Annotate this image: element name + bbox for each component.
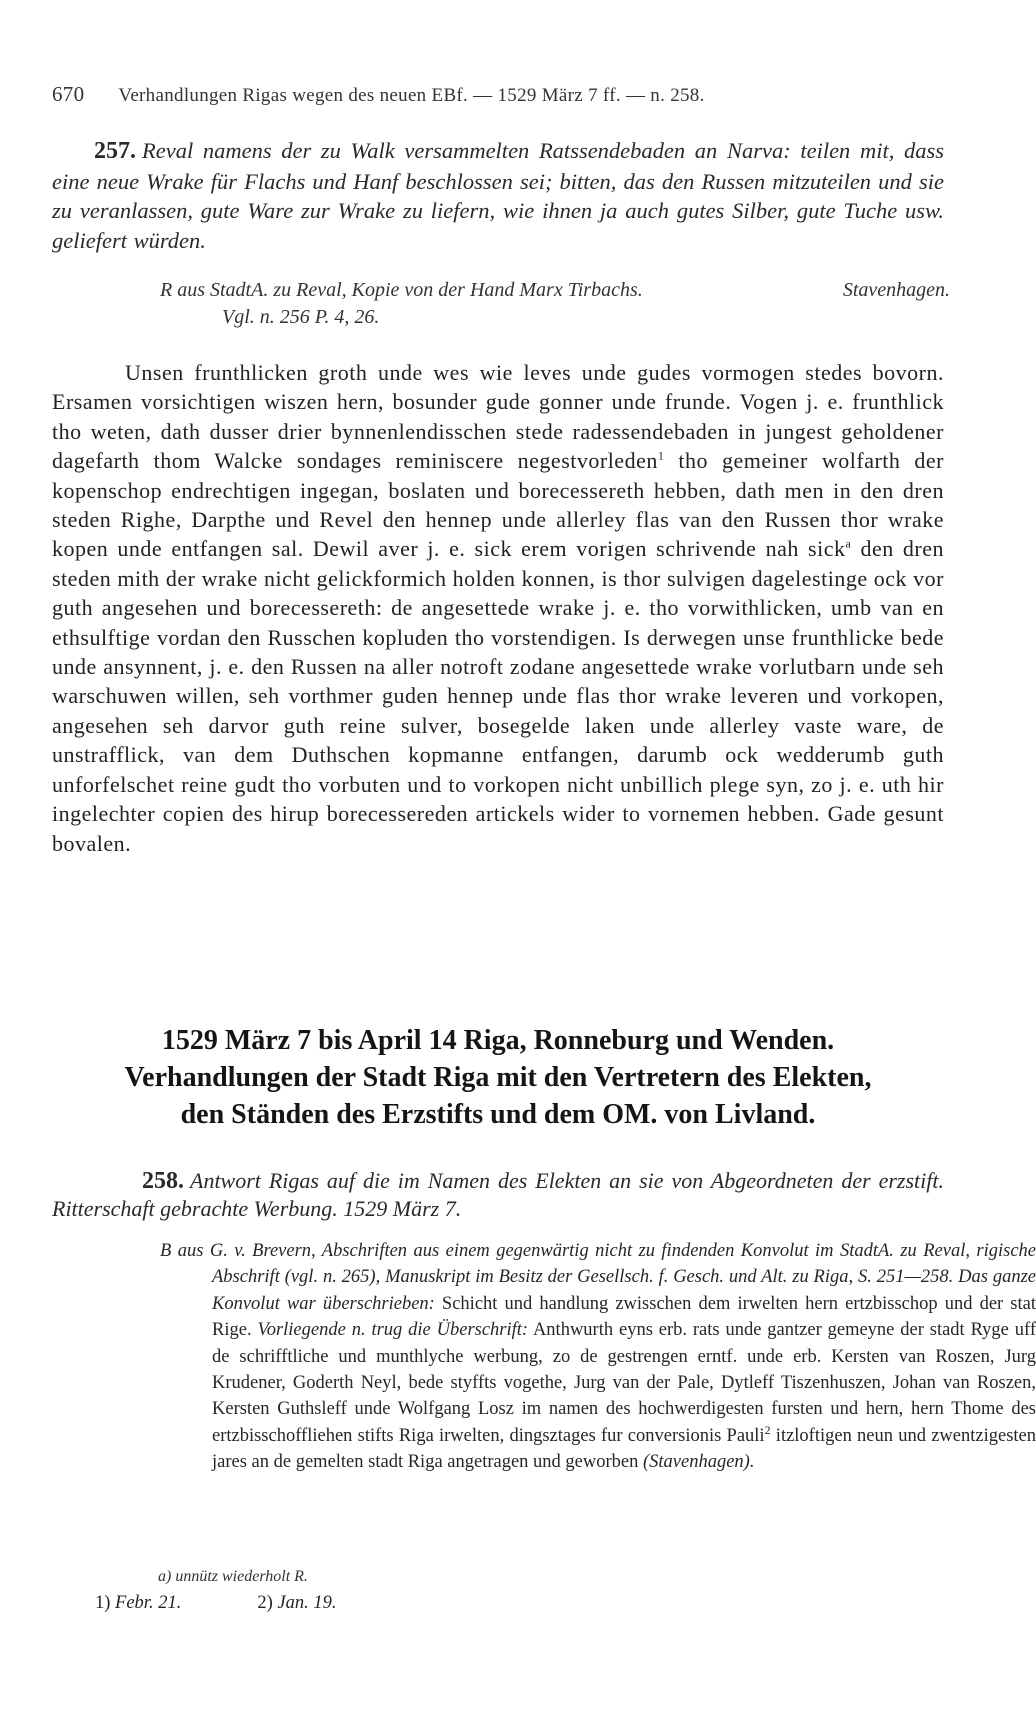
entry-summary: Reval namens der zu Walk versammelten Ratssendebaden an Narva: teilen mit, dass eine neue Wrake für Flachs und Hanf beschlossen sei; bitten, das den Russen mitzuteilen und sie zu veranlassen, gute Ware zur Wrake zu liefern, wie ihnen ja auch gutes Silber, gute Tuche usw. geliefert würden.: [52, 138, 944, 253]
footnote-a: a) unnütz wiederholt R.: [158, 1568, 308, 1585]
entry-number: 257.: [94, 138, 136, 164]
footnote-marker: 1: [657, 448, 665, 463]
running-title: Verhandlungen Rigas wegen des neuen EBf. — 1529 März 7 ff. — n. 258.: [118, 85, 705, 106]
footnote-text: Febr. 21.: [115, 1593, 182, 1613]
footnotes: [95, 1593, 336, 1614]
entry-258-source: [160, 1238, 1036, 1476]
footnote-marker: 2): [257, 1593, 273, 1613]
entry-257-text: [52, 358, 944, 858]
section-heading-line: den Ständen des Erzstifts und dem OM. von Livland.: [180, 1099, 816, 1130]
page-number: 670: [52, 82, 85, 106]
cross-reference: Vgl. n. 256 P. 4, 26.: [222, 306, 380, 328]
text-part: tho gemeiner wolfarth der kopenschop endrechtigen ingegan, boslaten und borecessereth hebben, dath men in den dren steden Righe, Darpthe und Revel den hennep unde allerley flas van den Russen thor wrake kopen unde entfangen sal. Dewil aver j. e. sick erem vorigen schrivende nah sick: [52, 448, 945, 562]
footnote-text: Jan. 19.: [277, 1593, 337, 1613]
source-note: B aus G. v. Brevern, Abschriften aus einem gegenwärtig nicht zu findenden Konvolut im StadtA. zu Reval, rigische Abschrift (vgl. n. 265), Manuskript im Besitz der Gesellsch. f. Gesch. und Alt. zu Riga, S. 251—258. Das ganze Konvolut war überschrieben:: [160, 1241, 1036, 1314]
entry-257-source: [160, 279, 950, 302]
editor-name: (Stavenhagen).: [643, 1452, 755, 1473]
source-text: Anthwurth eyns erb. rats unde gantzer gemeyne der stadt Ryge uff de schrifftliche und munthlyche werbung, zo de gestrengen erntf. unde erb. Kersten van Roszen, Jurg Krudener, Goderth Neyl, bede styffts vogethe, Jurg van der Pale, Dytleff Tiszenhuszen, Johan van Roszen, Kersten Guthsleff unde Wolfgang Losz im namen des hochwerdigesten fursten und hern, hern Thome des ertzbisschoffliehen stifts Riga irwelten, dingsztages fur conversionis Pauli: [212, 1320, 1036, 1446]
entry-257-summary: [52, 136, 944, 255]
footnote-marker: 1): [95, 1593, 111, 1613]
source-text: Schicht und handlung zwisschen dem irwelten hern ertzbisschop und der stat Rige.: [212, 1293, 1036, 1341]
editor-name: Stavenhagen.: [842, 279, 950, 301]
entry-258-summary: [52, 1167, 944, 1223]
section-heading: [52, 1022, 944, 1133]
section-heading-line: Verhandlungen der Stadt Riga mit den Vertretern des Elekten,: [124, 1062, 872, 1093]
entry-summary: Antwort Rigas auf die im Namen des Elekten an sie von Abgeordneten der erzstift. Ritterschaft gebrachte Werbung. 1529 März 7.: [52, 1168, 944, 1221]
text-part: Unsen frunthlicken groth unde wes wie leves unde gudes vormogen stedes bovorn. Ersamen vorsichtigen wiszen hern, bosunder gude gonner unde frunde. Vogen j. e. frunthlick tho weten, dath dusser drier bynnenlendisschen stede radessendebaden in jungest geholdener dagefarth thom Walcke sondages reminiscere negestvorleden: [52, 360, 944, 474]
source-text: itzloftigen neun und zwentzigesten jares an de gemelten stadt Riga angetragen und geworben: [212, 1425, 1036, 1473]
entry-number: 258.: [142, 1168, 184, 1194]
source-note: Vorliegende n. trug die Überschrift:: [257, 1320, 529, 1341]
footnote-marker: 2: [764, 1422, 771, 1437]
section-heading-line: 1529 März 7 bis April 14 Riga, Ronneburg und Wenden.: [161, 1025, 835, 1056]
text-part: den dren steden mith der wrake nicht gelickformich holden konnen, is thor sulvigen dagelestinge ock vor guth angesehen und borecessereth: de angesettede wrake j. e. tho vorwithlicken, umb van en ethsulftige vordan den Russchen kopluden tho vorstendigen. Is derwegen unse frunthlicke bede unde ansynnent, j. e. den Russen na aller notroft zodane angesettede wrake vorlutbarn unde seh warschuwen willen, seh vorthmer guden hennep unde flas thor wrake leveren und vorkopen, angesehen seh darvor guth reine sulver, bosegelde laken unde allerley vaste ware, de unstrafflick, van dem Duthschen kopmanne entfangen, darumb ock wedderumb guth unforfelschet reine gudt tho vorbuten und to vorkopen nicht unbillich plege syn, zo j. e. uth hir ingelechter copien des hirup borecessereden artickels wider to vornemen hebben. Gade gesunt bovalen.: [52, 536, 945, 856]
footnote-marker: a: [845, 537, 852, 552]
source-note: R aus StadtA. zu Reval, Kopie von der Hand Marx Tirbachs.: [160, 279, 643, 301]
running-head: [52, 82, 944, 107]
